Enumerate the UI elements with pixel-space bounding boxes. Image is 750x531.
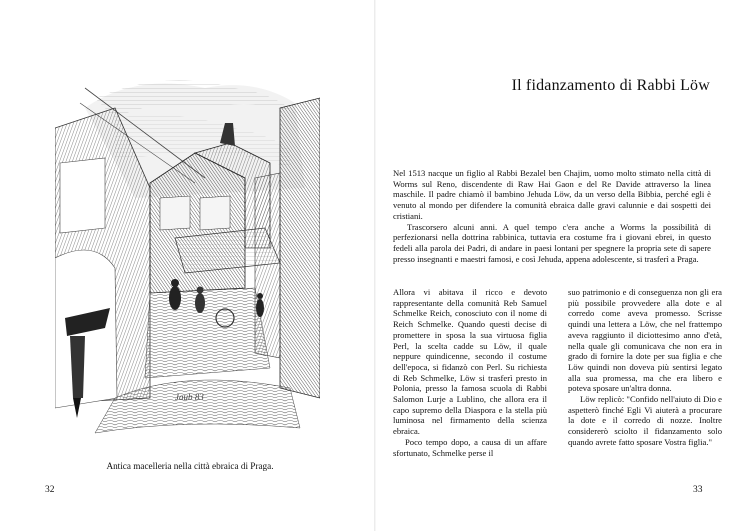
- text-column-left: [393, 287, 547, 458]
- intro-text: [393, 168, 711, 264]
- page-number-right: 33: [693, 485, 703, 495]
- column-paragraph: suo patrimonio e di conseguenza non gli era più possibile provvedere alla dote e al corredo come aveva promesso. Scrisse quindi una lettera a Löw, che nel frattempo aveva raggiunto il diciottesimo anno d'età, nella quale gli comunicava che non era in grado di fornire la dote per sua figlia e che Löw quindi non doveva più sentirsi legato alla sua promessa, ma che era libero e poteva sposare un'altra donna.: [568, 287, 722, 394]
- column-paragraph: Poco tempo dopo, a causa di un affare sfortunato, Schmelke perse il: [393, 436, 547, 458]
- illustration-caption: Antica macelleria nella città ebraica di Praga.: [106, 461, 274, 471]
- engraving-illustration: [55, 68, 320, 453]
- page-number-left: 32: [45, 485, 55, 495]
- column-paragraph: Löw replicò: "Confido nell'aiuto di Dio e aspetterò finché Egli Vi aiuterà a procurare la dote e il corredo di nozze. Inoltre considererò sciolto il fidanzamento solo quando avrete fatto sposare Vostra figlia.": [568, 394, 722, 447]
- chapter-title: Il fidanzamento di Rabbi Löw: [511, 77, 710, 94]
- column-paragraph: Allora vi abitava il ricco e devoto rappresentante della comunità Reb Samuel Schmelke Reich, conosciuto con il nome di Reich Schmelke. Quando questi decise di promettere in sposa la sua virtuosa figlia Perl, la scelta cadde su Löw, il quale neppure quindicenne, secondo il costume dell'epoca, si fidanzò con Perl. Su richiesta di Reb Schmelke, Löw si trasferì presto in Polonia, presso la famosa scuola di Rabbi Salomon Lurje a Lublino, che allora era il capo supremo della Diaspora e la stella più luminosa nel firmamento della scienza ebraica.: [393, 287, 547, 437]
- intro-paragraph: Trascorsero alcuni anni. A quel tempo c'era anche a Worms la possibilità di perfezionarsi nella dottrina rabbinica, tuttavia era costume fra i giovani ebrei, in questo fedeli alla parola dei Padri, di andare in paesi lontani per spegnere la propria sete di sapere presso insegnanti e maestri famosi, e così Jehuda, appena adolescente, si trasferì a Praga.: [393, 221, 711, 264]
- intro-paragraph: Nel 1513 nacque un figlio al Rabbi Bezalel ben Chajim, uomo molto stimato nella città di Worms sul Reno, discendente di Raw Hai Gaon e del Re Davide attraverso la linea maschile. Il padre chiamò il bambino Jehuda Löw, da un verso della Bibbia, perché egli è venuto al mondo per difendere la comunità ebraica dalle gravi calunnie e dai sospetti dei cristiani.: [393, 168, 711, 221]
- book-gutter: [374, 0, 376, 531]
- illustration-signature: Jaub 83: [175, 392, 204, 402]
- text-column-right: [568, 287, 722, 448]
